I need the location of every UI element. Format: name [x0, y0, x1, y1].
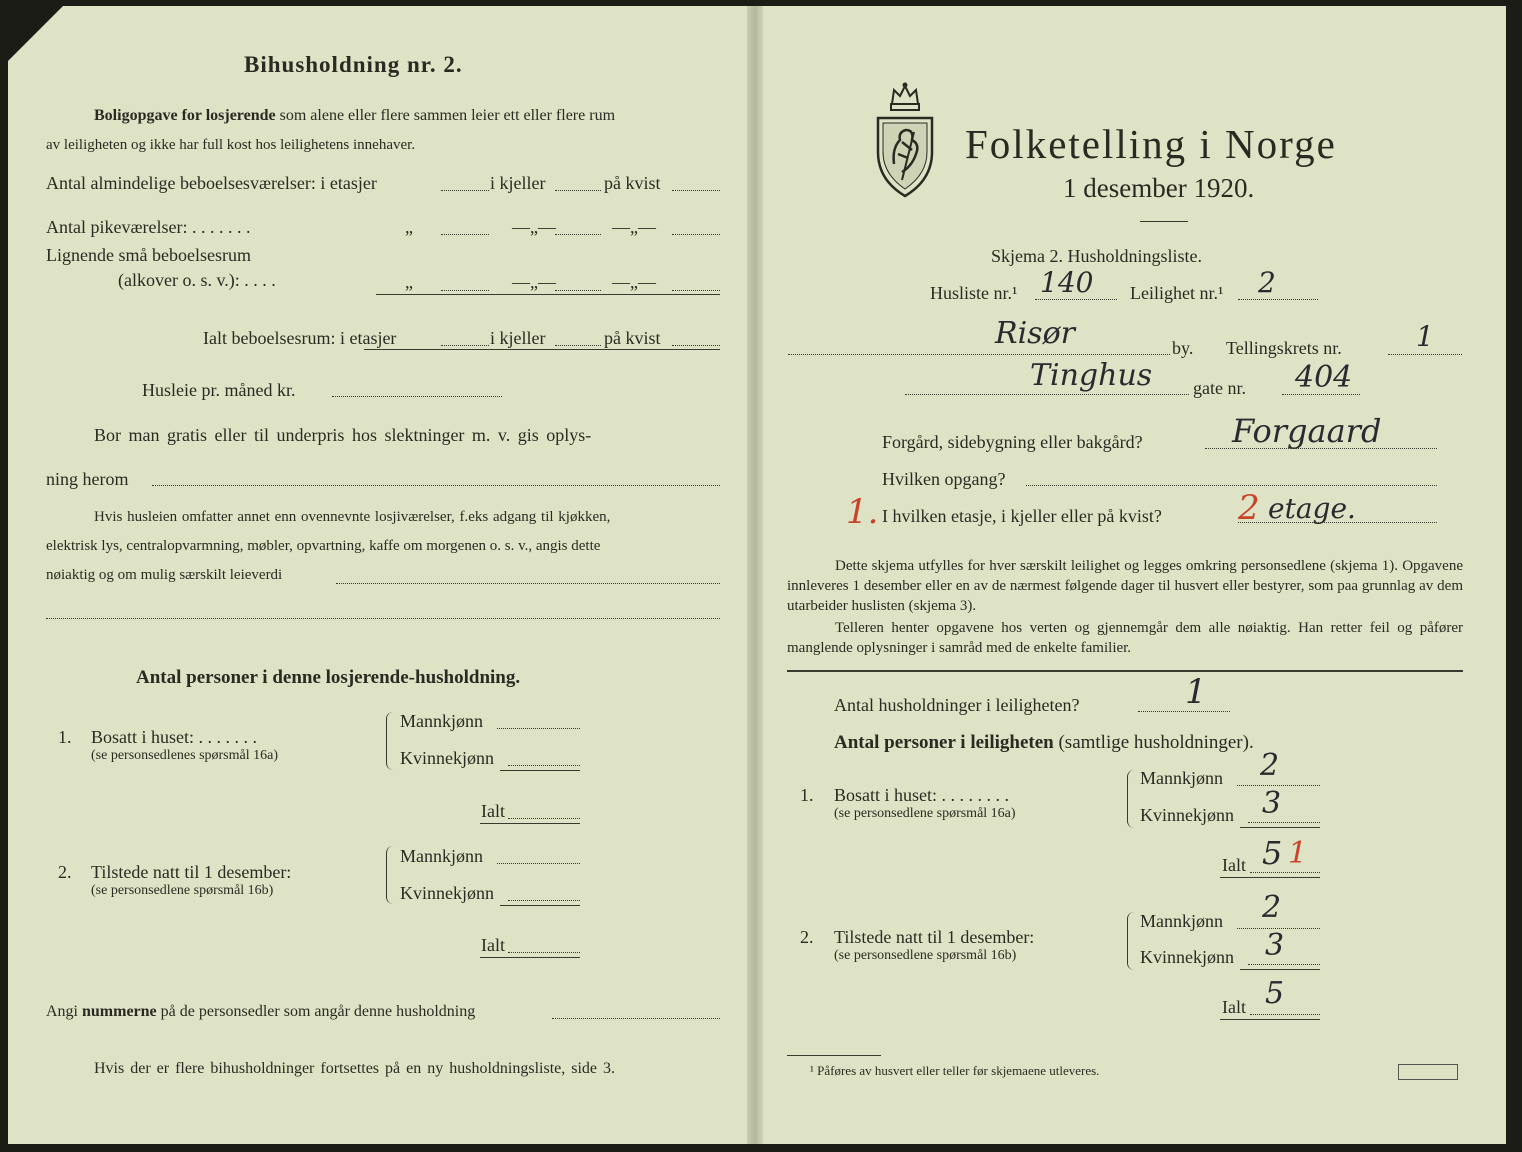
- footnote-rule: [787, 1055, 881, 1056]
- right-bosatt-ialt-value[interactable]: 5: [1262, 834, 1283, 872]
- right-footnote: ¹ Påføres av husvert eller teller før skjemaene utleveres.: [810, 1063, 1100, 1078]
- right-date: 1 desember 1920.: [1063, 173, 1255, 203]
- lignende-label-2: (alkover o. s. v.): . . . .: [118, 270, 276, 290]
- right-tilstede-mann-value[interactable]: 2: [1262, 890, 1282, 925]
- left-tilstede-ialt-field[interactable]: [508, 952, 580, 953]
- left-bosatt-kvinne-label: Kvinnekjønn: [400, 748, 494, 768]
- left-bosatt-sumline: [500, 770, 580, 771]
- angi-bold: nummerne: [82, 1003, 157, 1020]
- husliste-label: Husliste nr.¹: [930, 283, 1018, 303]
- by-label: by.: [1172, 338, 1194, 358]
- etasje-label: I hvilken etasje, i kjeller eller på kvist?: [882, 506, 1162, 526]
- right-bosatt-label: Bosatt i huset: . . . . . . . .: [834, 785, 1009, 805]
- ialt-underline: [364, 349, 720, 350]
- intro-line-2: av leiligheten og ikke har full kost hos leilighetens innehaver.: [46, 137, 416, 153]
- gratis-line-1: Bor man gratis eller til underpris hos slektninger m. v. gis oplys-: [94, 425, 592, 445]
- lign-etasjer-field[interactable]: [441, 290, 489, 291]
- right-tilstede-brace: [1127, 912, 1134, 970]
- leieverdi-field-2[interactable]: [46, 618, 720, 619]
- gratis-field[interactable]: [152, 485, 720, 486]
- forgaard-value[interactable]: Forgaard: [1232, 412, 1382, 450]
- left-persons-heading: Antal personer i denne losjerende-husholdning.: [136, 667, 521, 688]
- left-title: Bihusholdning nr. 2.: [244, 52, 463, 77]
- angi-line: [46, 1003, 475, 1021]
- right-tilstede-ialt-value[interactable]: 5: [1265, 976, 1285, 1011]
- right-tilstede-ialt-label: Ialt: [1222, 997, 1246, 1017]
- right-persons-heading-rest: (samtlige husholdninger).: [1058, 732, 1254, 753]
- pike-ditto-3: —„—: [612, 217, 656, 237]
- lign-kjeller-field[interactable]: [555, 290, 601, 291]
- right-bosatt-sub: (se personsedlene spørsmål 16a): [834, 806, 1016, 821]
- left-tilstede-kvinne-label: Kvinnekjønn: [400, 883, 494, 903]
- torn-corner: [8, 6, 63, 61]
- right-bosatt-kvinne-value[interactable]: 3: [1262, 786, 1282, 821]
- husliste-field: [1035, 299, 1117, 300]
- left-tilstede-label: Tilstede natt til 1 desember:: [91, 862, 292, 882]
- lignende-sum-line: [376, 294, 720, 295]
- right-tilstede-sub: (se personsedlene spørsmål 16b): [834, 948, 1017, 963]
- right-bosatt-ialt-correction: 1: [1288, 836, 1308, 871]
- right-bosatt-ialt-field: [1250, 872, 1320, 873]
- left-tilstede-ialt-line: [480, 957, 580, 958]
- page-fold: [747, 6, 763, 1144]
- lign-ditto-1: „: [405, 272, 413, 292]
- left-bosatt-kvinne-field[interactable]: [508, 765, 580, 766]
- right-bosatt-sumline: [1240, 827, 1320, 828]
- right-title: Folketelling i Norge: [965, 121, 1337, 167]
- right-bosatt-ialt-line: [1220, 877, 1320, 878]
- left-tilstede-sub: (se personsedlene spørsmål 16b): [91, 883, 274, 898]
- leilighet-value[interactable]: 2: [1258, 266, 1276, 299]
- norwegian-lion-crest-icon: [872, 82, 938, 198]
- left-bosatt-sub: (se personsedlenes spørsmål 16a): [91, 748, 279, 763]
- ialt-kjeller-field[interactable]: [555, 345, 601, 346]
- husleie-note-2: elektrisk lys, centralopvarmning, møbler, opvartning, kaffe om morgenen o. s. v., angis dette: [46, 538, 601, 554]
- title-rule: [1140, 221, 1188, 222]
- tellingskrets-field: [1388, 354, 1462, 355]
- intro-line-1: [94, 107, 615, 125]
- husholdninger-value[interactable]: 1: [1185, 672, 1207, 712]
- ialt-etasjer-field[interactable]: [441, 345, 489, 346]
- left-bosatt-num: 1.: [58, 727, 72, 747]
- etasje-field: [1238, 522, 1437, 523]
- right-tilstede-sumline: [1240, 969, 1320, 970]
- opgang-label: Hvilken opgang?: [882, 469, 1006, 489]
- rooms-etasjer-field[interactable]: [441, 190, 489, 191]
- rooms-kvist-field[interactable]: [672, 190, 720, 191]
- pike-ditto-2: —„—: [512, 217, 556, 237]
- left-bosatt-ialt-label: Ialt: [481, 801, 505, 821]
- instructions-1: Dette skjema utfylles for hver særskilt leilighet og legges omkring personsedlene (skjema 1). Opgavene innleveres 1 desember eller en av de nærmest følgende dager til husvert eller bestyrer, som paa grunnlag av dem utarbeider huslisten (skjema 3).: [787, 558, 1463, 614]
- tellingskrets-value[interactable]: 1: [1416, 320, 1434, 353]
- gate-nr-field: [1282, 394, 1360, 395]
- ialt-kvist-label: på kvist: [604, 328, 661, 348]
- right-tilstede-ialt-field: [1250, 1014, 1320, 1015]
- lign-ditto-3: —„—: [612, 272, 656, 292]
- left-tilstede-mann-label: Mannkjønn: [400, 846, 483, 866]
- right-bosatt-num: 1.: [800, 785, 814, 805]
- right-bosatt-kvinne-field: [1248, 822, 1320, 823]
- rooms-kjeller-field[interactable]: [555, 190, 601, 191]
- right-persons-heading: [834, 732, 1254, 754]
- husleie-note-3: nøiaktig og om mulig særskilt leieverdi: [46, 567, 283, 583]
- etasje-value[interactable]: etage.: [1268, 492, 1356, 525]
- etasje-mark: 1.: [846, 492, 879, 532]
- right-bosatt-mann-value[interactable]: 2: [1260, 748, 1280, 783]
- leilighet-field: [1238, 299, 1318, 300]
- right-bosatt-brace: [1127, 770, 1134, 828]
- pike-ditto-1: „: [405, 217, 413, 237]
- gate-value[interactable]: Tinghus: [1030, 358, 1153, 393]
- left-bosatt-label: Bosatt i huset: . . . . . . .: [91, 727, 257, 747]
- gate-field: [905, 394, 1189, 395]
- tellingskrets-label: Tellingskrets nr.: [1226, 338, 1342, 358]
- husholdninger-field: [1138, 711, 1230, 712]
- rooms-kvist-label: på kvist: [604, 173, 661, 193]
- left-bosatt-mann-label: Mannkjønn: [400, 711, 483, 731]
- intro-bold: Boligopgave for losjerende: [94, 107, 276, 124]
- right-tilstede-num: 2.: [800, 927, 814, 947]
- left-footer: Hvis der er flere bihusholdninger fortsettes på en ny husholdningsliste, side 3.: [94, 1060, 616, 1077]
- rooms-label: Antal almindelige beboelsesværelser: i etasjer: [46, 173, 377, 193]
- lign-kvist-field[interactable]: [672, 290, 720, 291]
- husleie-field[interactable]: [332, 396, 502, 397]
- opgang-field[interactable]: [1026, 485, 1437, 486]
- right-persons-heading-bold: Antal personer i leiligheten: [834, 732, 1054, 753]
- husliste-value[interactable]: 140: [1040, 266, 1094, 299]
- left-tilstede-brace: [386, 846, 393, 904]
- angi-pre: Angi: [46, 1003, 78, 1020]
- left-bosatt-brace: [386, 712, 393, 770]
- angi-field[interactable]: [552, 1018, 720, 1019]
- left-tilstede-ialt-label: Ialt: [481, 935, 505, 955]
- pike-kvist-field[interactable]: [672, 234, 720, 235]
- left-tilstede-mann-field[interactable]: [497, 863, 580, 864]
- right-bosatt-mann-label: Mannkjønn: [1140, 768, 1223, 788]
- lignende-label-1: Lignende små beboelsesrum: [46, 245, 251, 265]
- right-tilstede-kvinne-field: [1248, 964, 1320, 965]
- intro-rest: som alene eller flere sammen leier ett eller flere rum: [279, 107, 616, 124]
- leilighet-label: Leilighet nr.¹: [1130, 283, 1224, 303]
- ialt-kjeller-label: i kjeller: [490, 328, 546, 348]
- left-tilstede-kvinne-field[interactable]: [508, 900, 580, 901]
- right-tilstede-ialt-line: [1220, 1019, 1320, 1020]
- husleie-label: Husleie pr. måned kr.: [142, 380, 296, 400]
- right-tilstede-label: Tilstede natt til 1 desember:: [834, 927, 1035, 947]
- pike-kjeller-field[interactable]: [555, 234, 601, 235]
- leieverdi-field[interactable]: [336, 583, 720, 584]
- angi-post: på de personsedler som angår denne husholdning: [160, 1003, 476, 1020]
- etasje-red-number[interactable]: 2: [1238, 488, 1260, 528]
- right-bosatt-kvinne-label: Kvinnekjønn: [1140, 805, 1234, 825]
- gratis-line-2: ning herom: [46, 469, 129, 489]
- forgaard-field: [1205, 448, 1437, 449]
- gate-label: gate nr.: [1193, 378, 1246, 398]
- forgaard-label: Forgård, sidebygning eller bakgård?: [882, 432, 1143, 452]
- lign-ditto-2: —„—: [512, 272, 556, 292]
- husholdninger-label: Antal husholdninger i leiligheten?: [834, 695, 1080, 715]
- by-field: [788, 354, 1170, 355]
- instructions-rule: [787, 670, 1463, 672]
- rooms-kjeller-label: i kjeller: [490, 173, 546, 193]
- left-tilstede-num: 2.: [58, 862, 72, 882]
- left-bosatt-mann-field[interactable]: [497, 728, 580, 729]
- left-bosatt-ialt-field[interactable]: [508, 818, 580, 819]
- husleie-note-1: Hvis husleien omfatter annet enn ovennevnte losjiværelser, f.eks adgang til kjøkken,: [94, 509, 611, 525]
- left-tilstede-sumline: [500, 905, 580, 906]
- pike-etasjer-field[interactable]: [441, 234, 489, 235]
- instructions-2: Telleren henter opgavene hos verten og gjennemgår dem alle nøiaktig. Han retter feil og påfører manglende oplysninger i samråd med de enkelte familier.: [787, 620, 1463, 656]
- skjema-label: Skjema 2. Husholdningsliste.: [991, 246, 1202, 266]
- ialt-rum-label: Ialt beboelsesrum: i etasjer: [203, 328, 397, 348]
- right-tilstede-kvinne-label: Kvinnekjønn: [1140, 947, 1234, 967]
- pike-label: Antal pikeværelser: . . . . . . .: [46, 217, 251, 237]
- printer-stamp: [1398, 1064, 1458, 1080]
- by-value[interactable]: Risør: [995, 316, 1075, 351]
- left-bosatt-ialt-line: [480, 823, 580, 824]
- ialt-kvist-field[interactable]: [672, 345, 720, 346]
- right-tilstede-mann-label: Mannkjønn: [1140, 911, 1223, 931]
- right-bosatt-ialt-label: Ialt: [1222, 855, 1246, 875]
- gate-nr-value[interactable]: 404: [1295, 360, 1353, 395]
- right-tilstede-kvinne-value[interactable]: 3: [1265, 928, 1285, 963]
